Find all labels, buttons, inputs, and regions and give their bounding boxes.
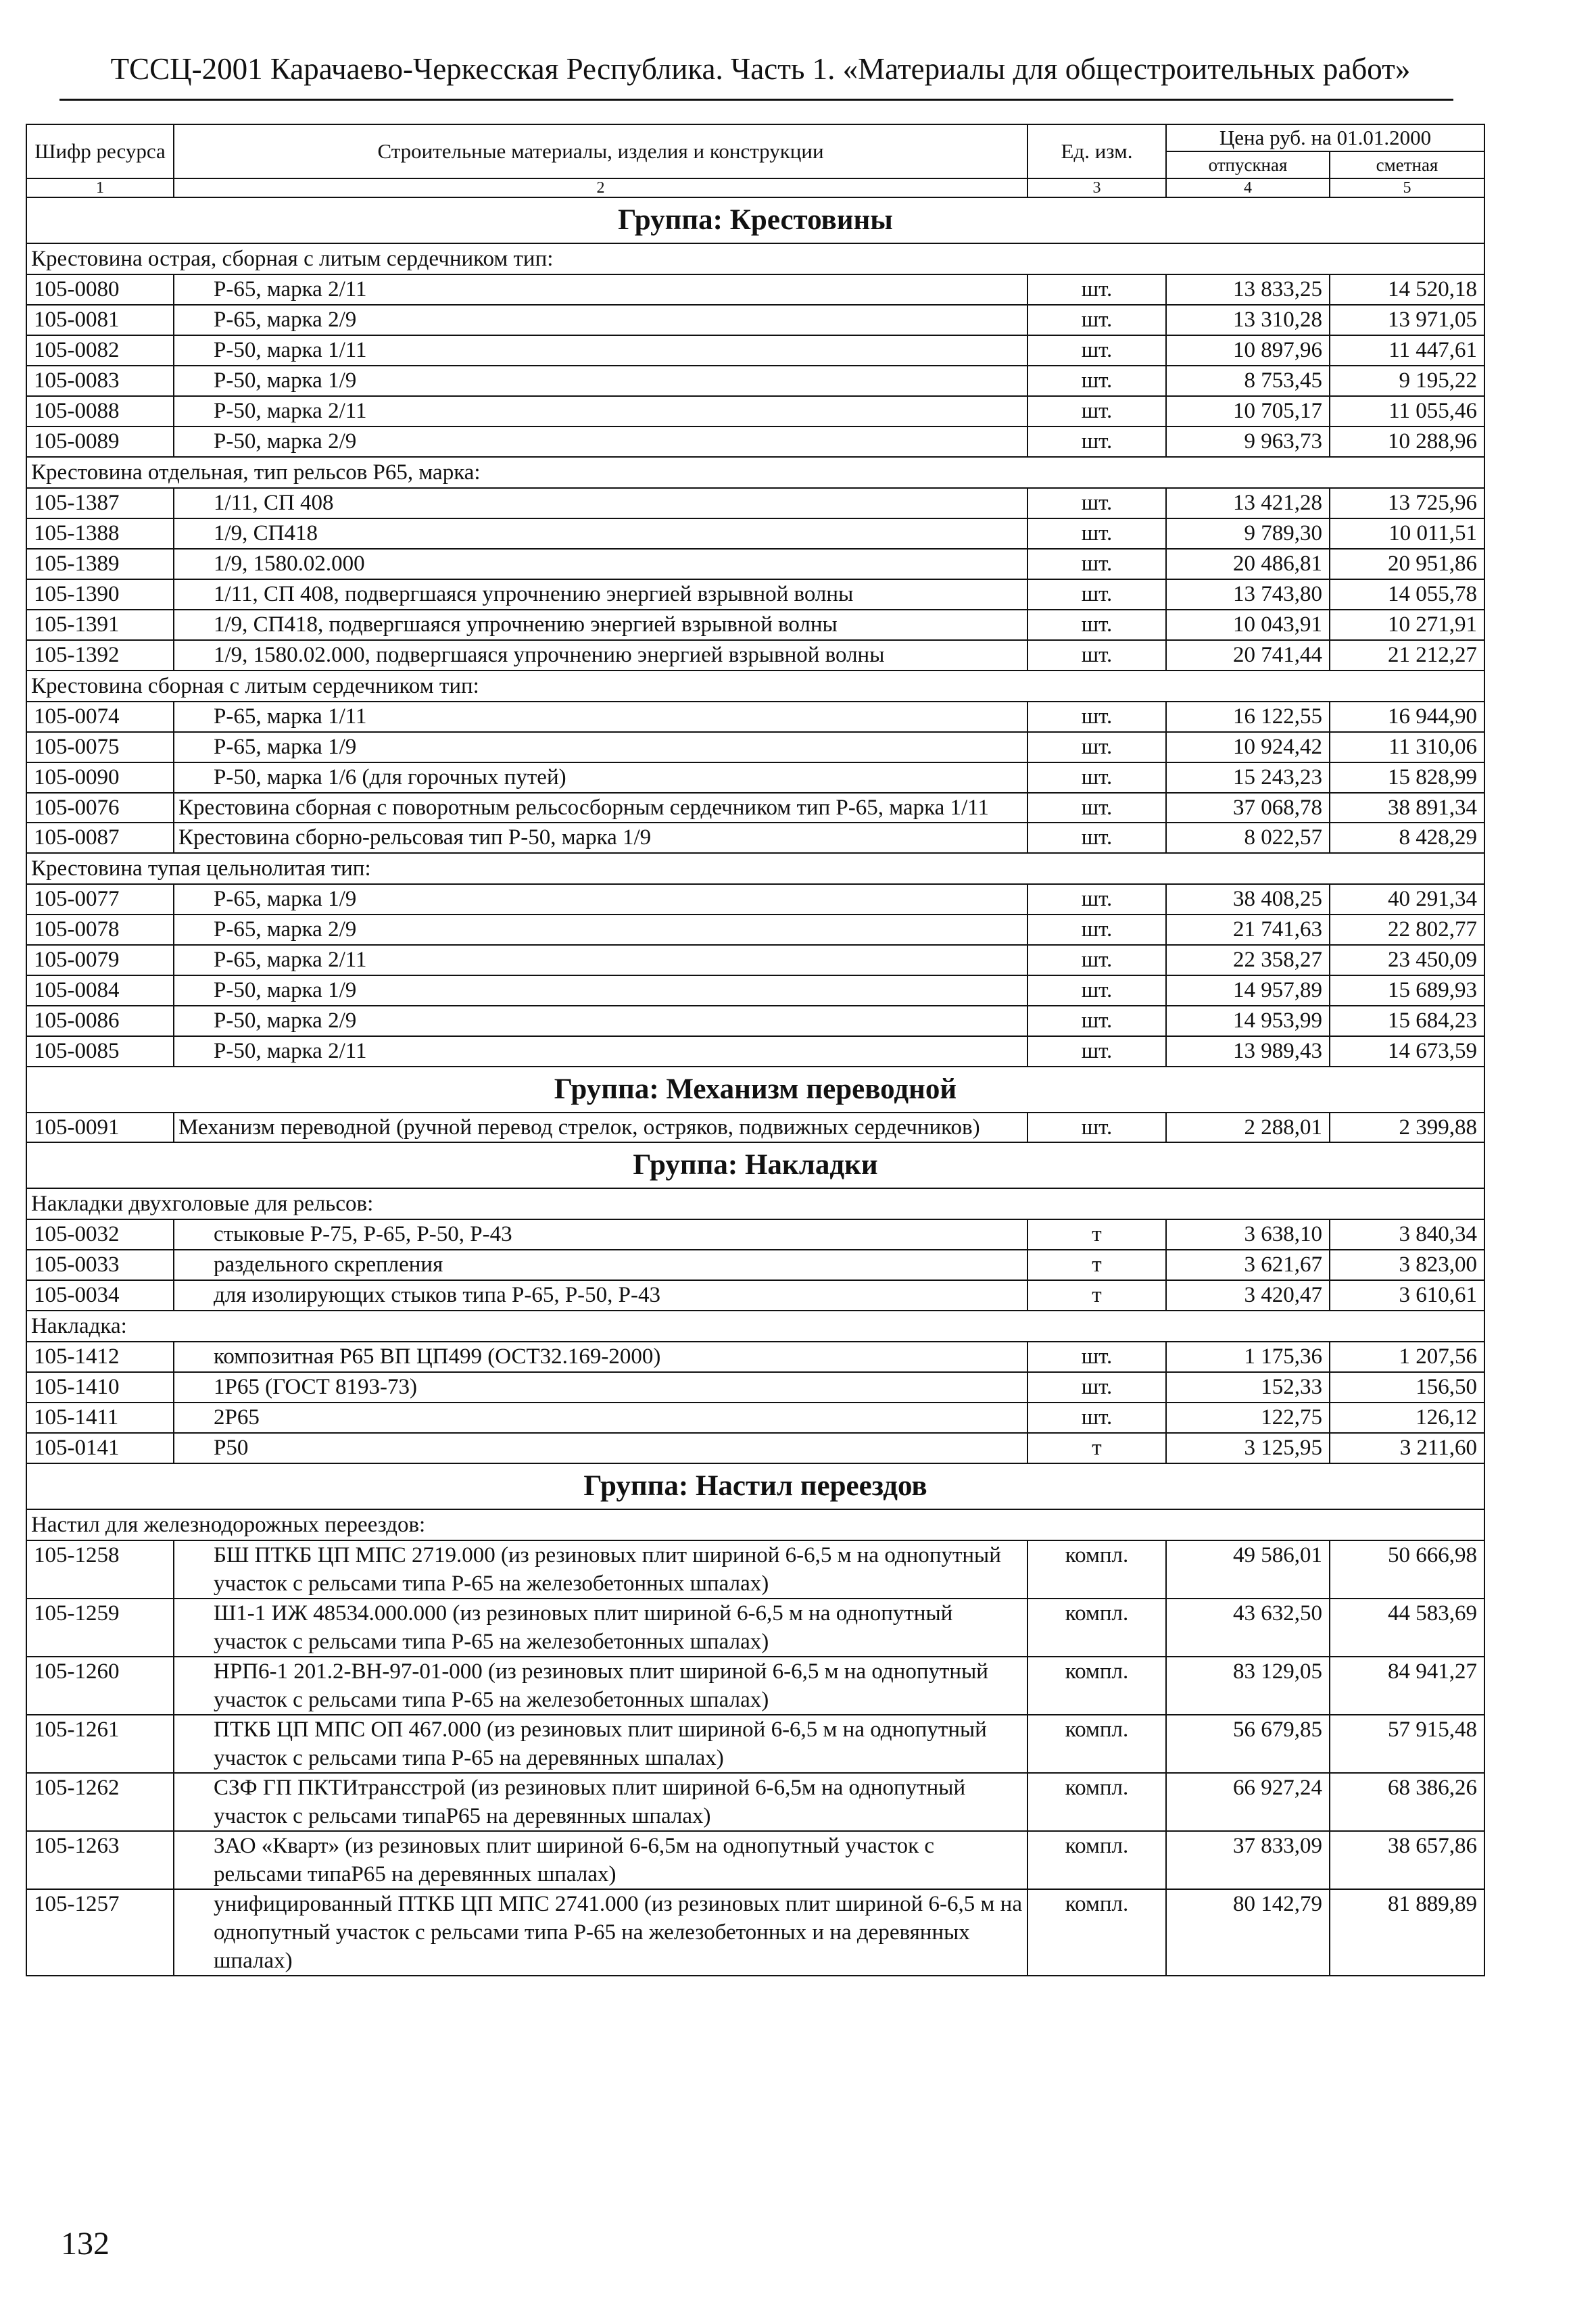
- table-row: [26, 1219, 1484, 1250]
- estimate-price: 23 450,09: [1330, 945, 1484, 975]
- release-price: 9 789,30: [1166, 518, 1330, 549]
- estimate-price: 50 666,98: [1330, 1540, 1484, 1599]
- table-row: [26, 518, 1484, 549]
- table-row: [26, 793, 1484, 823]
- group-title: Группа: Настил переездов: [26, 1463, 1484, 1509]
- material-name: Р-65, марка 1/9: [174, 732, 1027, 762]
- resource-code: 105-0090: [26, 762, 174, 793]
- resource-code: 105-0032: [26, 1219, 174, 1250]
- unit: шт.: [1027, 823, 1166, 853]
- material-name: Р-50, марка 1/9: [174, 366, 1027, 396]
- title-divider: [59, 99, 1453, 101]
- subgroup-row: [26, 853, 1484, 884]
- release-price: 21 741,63: [1166, 915, 1330, 945]
- material-name: 2Р65: [174, 1403, 1027, 1433]
- release-price: 80 142,79: [1166, 1889, 1330, 1976]
- release-price: 122,75: [1166, 1403, 1330, 1433]
- resource-code: 105-1410: [26, 1372, 174, 1403]
- estimate-price: 3 840,34: [1330, 1219, 1484, 1250]
- unit: шт.: [1027, 579, 1166, 610]
- subgroup-title: Накладки двухголовые для рельсов:: [26, 1188, 1484, 1219]
- table-row: [26, 1715, 1484, 1773]
- resource-code: 105-0033: [26, 1250, 174, 1280]
- resource-code: 105-0083: [26, 366, 174, 396]
- column-number: 1: [26, 178, 174, 197]
- table-row: [26, 823, 1484, 853]
- unit: т: [1027, 1219, 1166, 1250]
- material-name: Механизм переводной (ручной перевод стрелок, остряков, подвижных сердечников): [174, 1113, 1027, 1142]
- release-price: 13 310,28: [1166, 305, 1330, 335]
- material-name: Р50: [174, 1433, 1027, 1463]
- group-row: [26, 1463, 1484, 1509]
- estimate-price: 40 291,34: [1330, 884, 1484, 915]
- resource-code: 105-0078: [26, 915, 174, 945]
- estimate-price: 38 657,86: [1330, 1831, 1484, 1889]
- resource-code: 105-1259: [26, 1599, 174, 1657]
- unit: компл.: [1027, 1889, 1166, 1976]
- header-estimate-price: сметная: [1330, 151, 1484, 178]
- release-price: 3 621,67: [1166, 1250, 1330, 1280]
- unit: шт.: [1027, 1403, 1166, 1433]
- resource-code: 105-1391: [26, 610, 174, 640]
- column-number: 5: [1330, 178, 1484, 197]
- subgroup-row: [26, 1188, 1484, 1219]
- release-price: 10 924,42: [1166, 732, 1330, 762]
- material-name: Р-50, марка 2/9: [174, 1006, 1027, 1036]
- estimate-price: 156,50: [1330, 1372, 1484, 1403]
- estimate-price: 13 725,96: [1330, 488, 1484, 518]
- resource-code: 105-1387: [26, 488, 174, 518]
- subgroup-row: [26, 671, 1484, 702]
- estimate-price: 3 610,61: [1330, 1280, 1484, 1311]
- material-name: 1/9, СП418: [174, 518, 1027, 549]
- material-name: Р-65, марка 1/9: [174, 884, 1027, 915]
- subgroup-row: [26, 1311, 1484, 1342]
- estimate-price: 126,12: [1330, 1403, 1484, 1433]
- unit: шт.: [1027, 1113, 1166, 1142]
- estimate-price: 22 802,77: [1330, 915, 1484, 945]
- unit: т: [1027, 1250, 1166, 1280]
- unit: шт.: [1027, 702, 1166, 732]
- table-row: [26, 1540, 1484, 1599]
- resource-code: 105-1412: [26, 1342, 174, 1372]
- material-name: Р-65, марка 2/11: [174, 945, 1027, 975]
- unit: шт.: [1027, 1342, 1166, 1372]
- header-unit: Ед. изм.: [1027, 124, 1166, 178]
- estimate-price: 10 271,91: [1330, 610, 1484, 640]
- material-name: Р-50, марка 2/9: [174, 427, 1027, 457]
- group-title: Группа: Механизм переводной: [26, 1067, 1484, 1113]
- table-row: [26, 1403, 1484, 1433]
- release-price: 83 129,05: [1166, 1657, 1330, 1715]
- release-price: 13 989,43: [1166, 1036, 1330, 1067]
- subgroup-title: Накладка:: [26, 1311, 1484, 1342]
- resource-code: 105-1257: [26, 1889, 174, 1976]
- material-name: стыковые Р-75, Р-65, Р-50, Р-43: [174, 1219, 1027, 1250]
- unit: шт.: [1027, 488, 1166, 518]
- page-number: 132: [61, 2226, 110, 2262]
- material-name: Р-50, марка 1/11: [174, 335, 1027, 366]
- release-price: 3 638,10: [1166, 1219, 1330, 1250]
- material-name: Крестовина сборная с поворотным рельсосборным сердечником тип Р-65, марка 1/11: [174, 793, 1027, 823]
- resource-code: 105-1389: [26, 549, 174, 579]
- material-name: раздельного скрепления: [174, 1250, 1027, 1280]
- subgroup-title: Крестовина отдельная, тип рельсов Р65, марка:: [26, 457, 1484, 488]
- release-price: 8 753,45: [1166, 366, 1330, 396]
- release-price: 37 068,78: [1166, 793, 1330, 823]
- estimate-price: 84 941,27: [1330, 1657, 1484, 1715]
- resource-code: 105-0091: [26, 1113, 174, 1142]
- material-name: ПТКБ ЦП МПС ОП 467.000 (из резиновых плит шириной 6-6,5 м на однопутный участок с рельсами типа Р-65 на деревянных шпалах): [174, 1715, 1027, 1773]
- release-price: 49 586,01: [1166, 1540, 1330, 1599]
- subgroup-title: Крестовина острая, сборная с литым сердечником тип:: [26, 243, 1484, 274]
- subgroup-title: Крестовина тупая цельнолитая тип:: [26, 853, 1484, 884]
- unit: шт.: [1027, 732, 1166, 762]
- resource-code: 105-0080: [26, 274, 174, 305]
- resource-code: 105-0075: [26, 732, 174, 762]
- table-row: [26, 1599, 1484, 1657]
- unit: шт.: [1027, 1372, 1166, 1403]
- table-row: [26, 702, 1484, 732]
- column-number: 2: [174, 178, 1027, 197]
- table-row: [26, 1773, 1484, 1831]
- estimate-price: 10 011,51: [1330, 518, 1484, 549]
- table-row: [26, 884, 1484, 915]
- unit: шт.: [1027, 610, 1166, 640]
- resource-code: 105-0082: [26, 335, 174, 366]
- table-row: [26, 732, 1484, 762]
- estimate-price: 14 673,59: [1330, 1036, 1484, 1067]
- table-row: [26, 1433, 1484, 1463]
- unit: компл.: [1027, 1599, 1166, 1657]
- material-name: 1Р65 (ГОСТ 8193-73): [174, 1372, 1027, 1403]
- unit: компл.: [1027, 1773, 1166, 1831]
- table-row: [26, 1342, 1484, 1372]
- estimate-price: 57 915,48: [1330, 1715, 1484, 1773]
- table-row: [26, 1250, 1484, 1280]
- material-name: Ш1-1 ИЖ 48534.000.000 (из резиновых плит шириной 6-6,5 м на однопутный участок с рельсами типа Р-65 на железобетонных шпалах): [174, 1599, 1027, 1657]
- release-price: 3 420,47: [1166, 1280, 1330, 1311]
- material-name: 1/9, 1580.02.000: [174, 549, 1027, 579]
- price-table: [26, 124, 1485, 1976]
- table-row: [26, 1006, 1484, 1036]
- resource-code: 105-0076: [26, 793, 174, 823]
- material-name: 1/11, СП 408: [174, 488, 1027, 518]
- estimate-price: 10 288,96: [1330, 427, 1484, 457]
- table-row: [26, 945, 1484, 975]
- release-price: 13 421,28: [1166, 488, 1330, 518]
- resource-code: 105-0141: [26, 1433, 174, 1463]
- header-code: Шифр ресурса: [26, 124, 174, 178]
- release-price: 38 408,25: [1166, 884, 1330, 915]
- group-title: Группа: Накладки: [26, 1142, 1484, 1188]
- release-price: 13 833,25: [1166, 274, 1330, 305]
- group-row: [26, 1067, 1484, 1113]
- material-name: 1/11, СП 408, подвергшаяся упрочнению энергией взрывной волны: [174, 579, 1027, 610]
- resource-code: 105-1258: [26, 1540, 174, 1599]
- table-row: [26, 335, 1484, 366]
- subgroup-row: [26, 457, 1484, 488]
- material-name: Р-65, марка 2/9: [174, 915, 1027, 945]
- resource-code: 105-0085: [26, 1036, 174, 1067]
- unit: шт.: [1027, 1006, 1166, 1036]
- table-row: [26, 975, 1484, 1006]
- unit: шт.: [1027, 640, 1166, 671]
- unit: шт.: [1027, 762, 1166, 793]
- resource-code: 105-0077: [26, 884, 174, 915]
- resource-code: 105-1411: [26, 1403, 174, 1433]
- table-row: [26, 762, 1484, 793]
- material-name: унифицированный ПТКБ ЦП МПС 2741.000 (из резиновых плит шириной 6-6,5 м на однопутный участок с рельсами типа Р-65 на железобетонных и на деревянных шпалах): [174, 1889, 1027, 1976]
- release-price: 13 743,80: [1166, 579, 1330, 610]
- resource-code: 105-0087: [26, 823, 174, 853]
- estimate-price: 15 828,99: [1330, 762, 1484, 793]
- estimate-price: 68 386,26: [1330, 1773, 1484, 1831]
- table-row: [26, 427, 1484, 457]
- subgroup-row: [26, 1509, 1484, 1540]
- release-price: 43 632,50: [1166, 1599, 1330, 1657]
- resource-code: 105-0079: [26, 945, 174, 975]
- estimate-price: 1 207,56: [1330, 1342, 1484, 1372]
- table-row: [26, 396, 1484, 427]
- column-number: 4: [1166, 178, 1330, 197]
- unit: шт.: [1027, 945, 1166, 975]
- unit: компл.: [1027, 1540, 1166, 1599]
- estimate-price: 20 951,86: [1330, 549, 1484, 579]
- resource-code: 105-1261: [26, 1715, 174, 1773]
- release-price: 8 022,57: [1166, 823, 1330, 853]
- unit: шт.: [1027, 915, 1166, 945]
- unit: шт.: [1027, 549, 1166, 579]
- material-name: для изолирующих стыков типа Р-65, Р-50, Р-43: [174, 1280, 1027, 1311]
- release-price: 56 679,85: [1166, 1715, 1330, 1773]
- release-price: 14 957,89: [1166, 975, 1330, 1006]
- release-price: 1 175,36: [1166, 1342, 1330, 1372]
- release-price: 20 486,81: [1166, 549, 1330, 579]
- table-row: [26, 1036, 1484, 1067]
- material-name: Р-65, марка 2/11: [174, 274, 1027, 305]
- table-row: [26, 640, 1484, 671]
- estimate-price: 11 447,61: [1330, 335, 1484, 366]
- unit: шт.: [1027, 884, 1166, 915]
- unit: шт.: [1027, 396, 1166, 427]
- estimate-price: 3 211,60: [1330, 1433, 1484, 1463]
- table-body: [26, 197, 1484, 1976]
- release-price: 66 927,24: [1166, 1773, 1330, 1831]
- release-price: 2 288,01: [1166, 1113, 1330, 1142]
- estimate-price: 38 891,34: [1330, 793, 1484, 823]
- material-name: Крестовина сборно-рельсовая тип Р-50, марка 1/9: [174, 823, 1027, 853]
- material-name: композитная Р65 ВП ЦП499 (ОСТ32.169-2000): [174, 1342, 1027, 1372]
- material-name: СЗФ ГП ПКТИтрансстрой (из резиновых плит шириной 6-6,5м на однопутный участок с рельсами типаР65 на деревянных шпалах): [174, 1773, 1027, 1831]
- release-price: 3 125,95: [1166, 1433, 1330, 1463]
- table-row: [26, 610, 1484, 640]
- estimate-price: 8 428,29: [1330, 823, 1484, 853]
- table-row: [26, 1889, 1484, 1976]
- page-title: ТССЦ-2001 Карачаево-Черкесская Республика. Часть 1. «Материалы для общестроительных работ»: [110, 52, 1411, 86]
- material-name: Р-50, марка 1/9: [174, 975, 1027, 1006]
- unit: компл.: [1027, 1715, 1166, 1773]
- material-name: ЗАО «Кварт» (из резиновых плит шириной 6-6,5м на однопутный участок с рельсами типаР65 на деревянных шпалах): [174, 1831, 1027, 1889]
- unit: шт.: [1027, 1036, 1166, 1067]
- table-row: [26, 1372, 1484, 1403]
- material-name: 1/9, СП418, подвергшаяся упрочнению энергией взрывной волны: [174, 610, 1027, 640]
- unit: шт.: [1027, 793, 1166, 823]
- resource-code: 105-0034: [26, 1280, 174, 1311]
- unit: шт.: [1027, 518, 1166, 549]
- resource-code: 105-0088: [26, 396, 174, 427]
- release-price: 20 741,44: [1166, 640, 1330, 671]
- release-price: 10 705,17: [1166, 396, 1330, 427]
- resource-code: 105-1392: [26, 640, 174, 671]
- estimate-price: 14 055,78: [1330, 579, 1484, 610]
- release-price: 10 043,91: [1166, 610, 1330, 640]
- group-title: Группа: Крестовины: [26, 197, 1484, 243]
- unit: компл.: [1027, 1831, 1166, 1889]
- release-price: 15 243,23: [1166, 762, 1330, 793]
- material-name: Р-65, марка 2/9: [174, 305, 1027, 335]
- header-release-price: отпускная: [1166, 151, 1330, 178]
- table-row: [26, 366, 1484, 396]
- table-row: [26, 274, 1484, 305]
- header-price: Цена руб. на 01.01.2000: [1166, 124, 1484, 151]
- estimate-price: 11 310,06: [1330, 732, 1484, 762]
- column-number: 3: [1027, 178, 1166, 197]
- column-number-row: [26, 178, 1484, 197]
- release-price: 22 358,27: [1166, 945, 1330, 975]
- material-name: НРП6-1 201.2-ВН-97-01-000 (из резиновых плит шириной 6-6,5 м на однопутный участок с рельсами типа Р-65 на железобетонных шпалах): [174, 1657, 1027, 1715]
- unit: шт.: [1027, 335, 1166, 366]
- table-row: [26, 549, 1484, 579]
- estimate-price: 11 055,46: [1330, 396, 1484, 427]
- resource-code: 105-1390: [26, 579, 174, 610]
- group-row: [26, 197, 1484, 243]
- unit: шт.: [1027, 366, 1166, 396]
- estimate-price: 44 583,69: [1330, 1599, 1484, 1657]
- group-row: [26, 1142, 1484, 1188]
- estimate-price: 3 823,00: [1330, 1250, 1484, 1280]
- estimate-price: 14 520,18: [1330, 274, 1484, 305]
- table-row: [26, 915, 1484, 945]
- estimate-price: 16 944,90: [1330, 702, 1484, 732]
- release-price: 14 953,99: [1166, 1006, 1330, 1036]
- resource-code: 105-1263: [26, 1831, 174, 1889]
- release-price: 10 897,96: [1166, 335, 1330, 366]
- table-row: [26, 1657, 1484, 1715]
- table-row: [26, 305, 1484, 335]
- release-price: 16 122,55: [1166, 702, 1330, 732]
- table-row: [26, 1280, 1484, 1311]
- material-name: 1/9, 1580.02.000, подвергшаяся упрочнению энергией взрывной волны: [174, 640, 1027, 671]
- resource-code: 105-0086: [26, 1006, 174, 1036]
- subgroup-title: Настил для железнодорожных переездов:: [26, 1509, 1484, 1540]
- estimate-price: 15 684,23: [1330, 1006, 1484, 1036]
- material-name: Р-50, марка 2/11: [174, 1036, 1027, 1067]
- release-price: 37 833,09: [1166, 1831, 1330, 1889]
- material-name: Р-50, марка 2/11: [174, 396, 1027, 427]
- header-name: Строительные материалы, изделия и конструкции: [174, 124, 1027, 178]
- material-name: БШ ПТКБ ЦП МПС 2719.000 (из резиновых плит шириной 6-6,5 м на однопутный участок с рельсами типа Р-65 на железобетонных шпалах): [174, 1540, 1027, 1599]
- unit: шт.: [1027, 427, 1166, 457]
- material-name: Р-65, марка 1/11: [174, 702, 1027, 732]
- table-row: [26, 579, 1484, 610]
- subgroup-title: Крестовина сборная с литым сердечником тип:: [26, 671, 1484, 702]
- unit: шт.: [1027, 274, 1166, 305]
- estimate-price: 9 195,22: [1330, 366, 1484, 396]
- unit: шт.: [1027, 305, 1166, 335]
- estimate-price: 81 889,89: [1330, 1889, 1484, 1976]
- unit: компл.: [1027, 1657, 1166, 1715]
- table-row: [26, 1831, 1484, 1889]
- material-name: Р-50, марка 1/6 (для горочных путей): [174, 762, 1027, 793]
- resource-code: 105-0081: [26, 305, 174, 335]
- resource-code: 105-0074: [26, 702, 174, 732]
- release-price: 152,33: [1166, 1372, 1330, 1403]
- unit: шт.: [1027, 975, 1166, 1006]
- table-header-row: [26, 124, 1484, 151]
- unit: т: [1027, 1433, 1166, 1463]
- resource-code: 105-0089: [26, 427, 174, 457]
- release-price: 9 963,73: [1166, 427, 1330, 457]
- resource-code: 105-1260: [26, 1657, 174, 1715]
- resource-code: 105-0084: [26, 975, 174, 1006]
- estimate-price: 2 399,88: [1330, 1113, 1484, 1142]
- estimate-price: 15 689,93: [1330, 975, 1484, 1006]
- resource-code: 105-1262: [26, 1773, 174, 1831]
- estimate-price: 13 971,05: [1330, 305, 1484, 335]
- table-row: [26, 488, 1484, 518]
- unit: т: [1027, 1280, 1166, 1311]
- table-row: [26, 1113, 1484, 1142]
- resource-code: 105-1388: [26, 518, 174, 549]
- estimate-price: 21 212,27: [1330, 640, 1484, 671]
- subgroup-row: [26, 243, 1484, 274]
